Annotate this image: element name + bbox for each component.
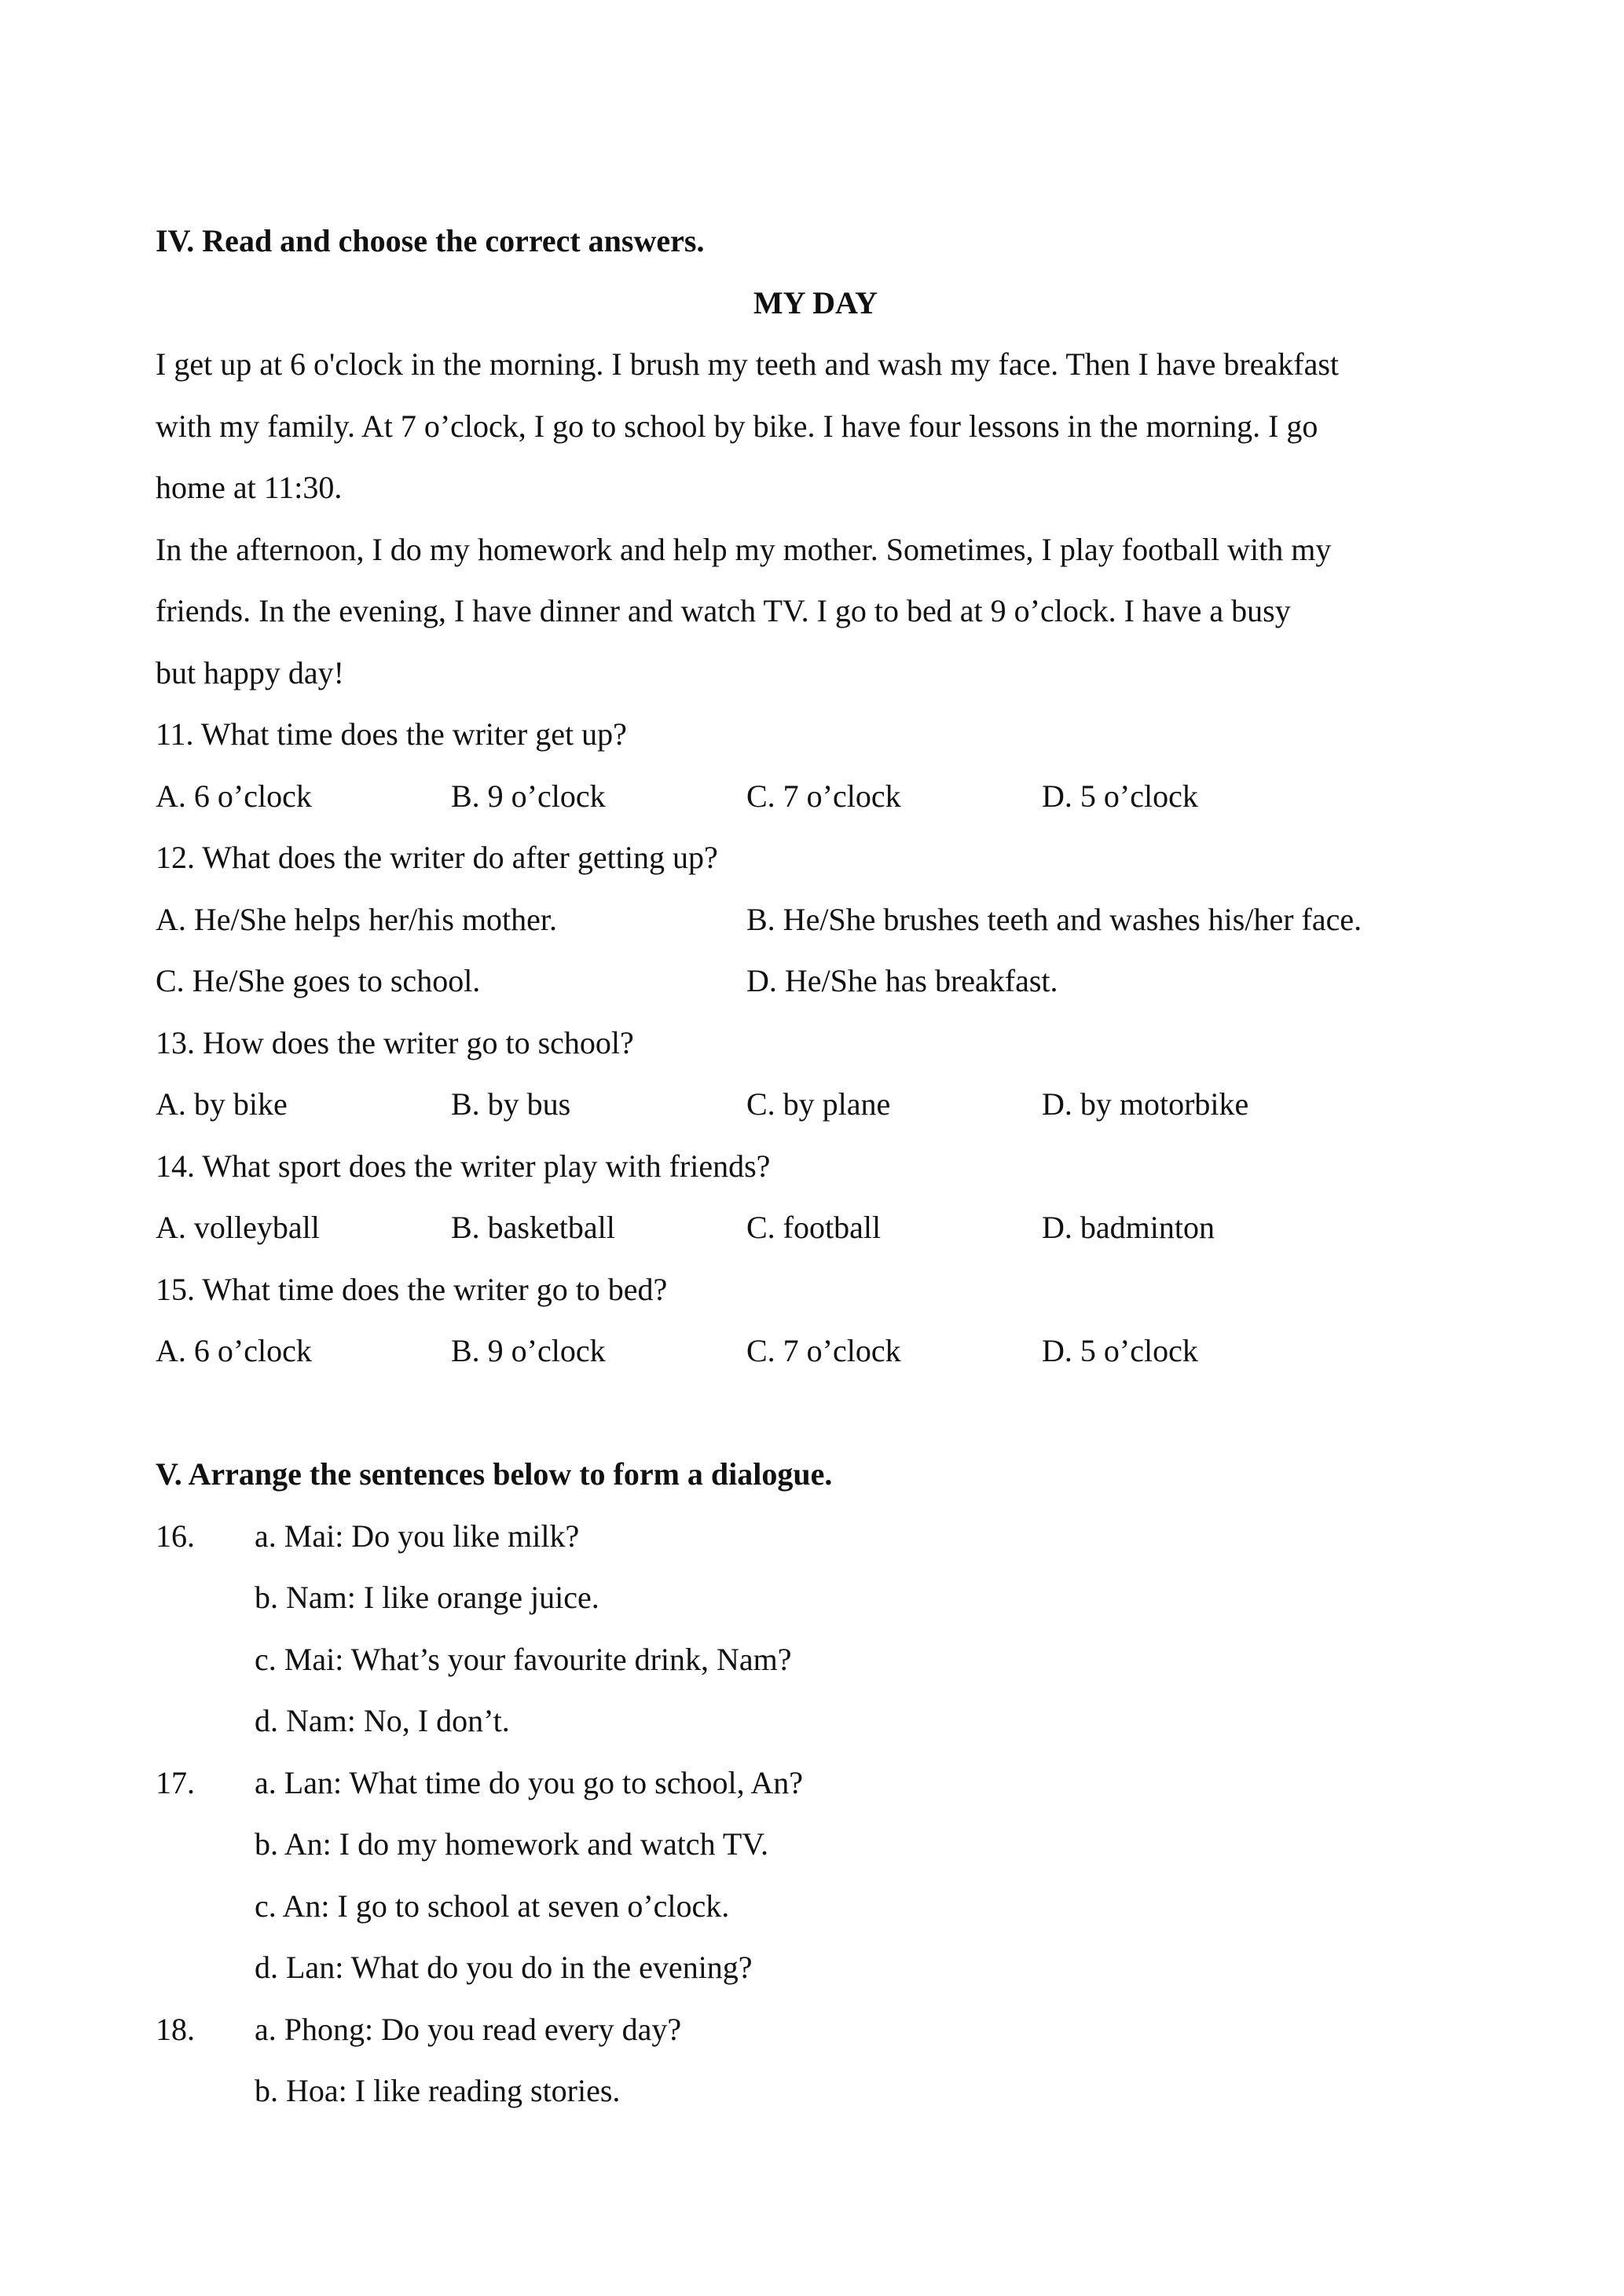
dialogue-line: b. Hoa: I like reading stories.: [255, 2073, 621, 2108]
option-a: A. by bike: [156, 1086, 288, 1122]
question-11: 11. What time does the writer get up?: [156, 716, 627, 752]
option-a: A. He/She helps her/his mother.: [156, 901, 558, 937]
option-b: B. 9 o’clock: [451, 1333, 606, 1368]
arrange-item-17-line: [156, 1752, 1476, 1814]
option-a: A. 6 o’clock: [156, 778, 312, 814]
question-12-options-row-1: [156, 889, 1476, 951]
reading-passage: [156, 334, 1476, 704]
dialogue-line: d. Lan: What do you do in the evening?: [255, 1950, 753, 1985]
option-d: D. 5 o’clock: [1042, 1333, 1198, 1368]
item-number: 18.: [156, 2011, 195, 2047]
worksheet-page: [156, 211, 1476, 2122]
arrange-item-16-line: [156, 1506, 1476, 1568]
question-12-options-row-2: [156, 950, 1476, 1013]
dialogue-line: a. Phong: Do you read every day?: [255, 2011, 682, 2047]
item-number: 17.: [156, 1764, 195, 1800]
arrange-item-17-line: [156, 1937, 1476, 1999]
option-d: D. He/She has breakfast.: [746, 963, 1058, 998]
question-13: 13. How does the writer go to school?: [156, 1024, 634, 1060]
option-d: D. by motorbike: [1042, 1086, 1249, 1122]
arrange-item-16-line: [156, 1629, 1476, 1691]
option-c: C. 7 o’clock: [746, 1333, 901, 1368]
section-5-heading: V. Arrange the sentences below to form a dialogue.: [156, 1456, 833, 1492]
option-d: D. badminton: [1042, 1210, 1215, 1245]
dialogue-line: c. Mai: What’s your favourite drink, Nam?: [255, 1641, 792, 1677]
dialogue-line: b. An: I do my homework and watch TV.: [255, 1826, 769, 1862]
arrange-item-18-line: [156, 2060, 1476, 2122]
passage-line: but happy day!: [156, 654, 344, 690]
dialogue-line: a. Lan: What time do you go to school, An?: [255, 1764, 804, 1800]
passage-line: In the afternoon, I do my homework and help my mother. Sometimes, I play football with my: [156, 531, 1332, 567]
option-a: A. 6 o’clock: [156, 1333, 312, 1368]
option-b: B. He/She brushes teeth and washes his/her face.: [746, 901, 1362, 937]
arrange-item-17-line: [156, 1876, 1476, 1938]
option-c: C. by plane: [746, 1086, 891, 1122]
question-15-options: [156, 1320, 1476, 1382]
option-c: C. 7 o’clock: [746, 778, 901, 814]
option-b: B. 9 o’clock: [451, 778, 606, 814]
dialogue-line: b. Nam: I like orange juice.: [255, 1580, 599, 1615]
arrange-item-17-line: [156, 1814, 1476, 1876]
question-12: 12. What does the writer do after getting up?: [156, 840, 718, 875]
question-11-options: [156, 766, 1476, 828]
dialogue-line: c. An: I go to school at seven o’clock.: [255, 1888, 730, 1924]
option-c: C. He/She goes to school.: [156, 963, 481, 998]
option-c: C. football: [746, 1210, 882, 1245]
arrange-item-18-line: [156, 1999, 1476, 2061]
section-4-heading: IV. Read and choose the correct answers.: [156, 223, 705, 258]
section-spacer: [156, 1382, 1476, 1445]
item-number: 16.: [156, 1518, 195, 1554]
option-a: A. volleyball: [156, 1210, 320, 1245]
dialogue-line: d. Nam: No, I don’t.: [255, 1703, 510, 1738]
question-15: 15. What time does the writer go to bed?: [156, 1271, 668, 1307]
passage-line: with my family. At 7 o’clock, I go to school by bike. I have four lessons in the morning. I go: [156, 408, 1318, 444]
passage-line: I get up at 6 o'clock in the morning. I brush my teeth and wash my face. Then I have breakfast: [156, 346, 1339, 382]
option-b: B. by bus: [451, 1086, 571, 1122]
passage-line: home at 11:30.: [156, 470, 343, 505]
arrange-item-16-line: [156, 1567, 1476, 1629]
dialogue-line: a. Mai: Do you like milk?: [255, 1518, 580, 1554]
arrange-item-16-line: [156, 1690, 1476, 1752]
passage-line: friends. In the evening, I have dinner and watch TV. I go to bed at 9 o’clock. I have a busy: [156, 593, 1291, 628]
option-b: B. basketball: [451, 1210, 615, 1245]
passage-title: MY DAY: [753, 284, 878, 320]
question-14: 14. What sport does the writer play with friends?: [156, 1148, 771, 1184]
question-13-options: [156, 1074, 1476, 1136]
option-d: D. 5 o’clock: [1042, 778, 1198, 814]
question-14-options: [156, 1197, 1476, 1259]
